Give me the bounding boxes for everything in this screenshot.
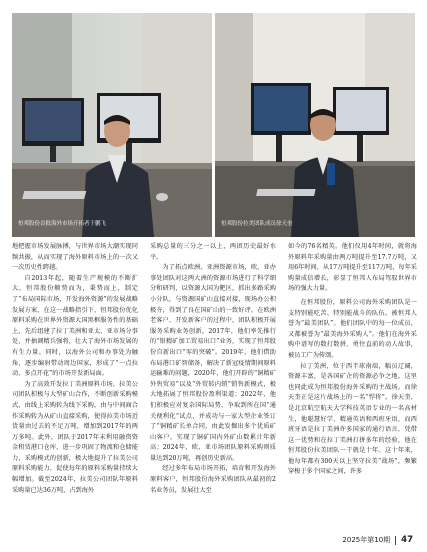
column-3-paragraph-3: 拉丁美洲，位于西半球南端，幅员辽阔，资源丰富，是各国矿企的资源必争之地，这里也同此成为恒邦股份海外采购的主战场。而徐天奎正是这片战场上的一名“悍将”。徐天奎，是北京航空航天大学科技英语专业的一名高材生，他聪慧好学、精通英语和西班牙语，而西班牙语是拉丁美洲许多国家的通行语言，凭借这一优势和在拉丁美洲打拼多年的经验，他在恒邦股份拉美团队一干就是十年。这十年来，他每年都有300天以上坚守拉美“战场”，频繁穿梭于多个国家之间，许多 <box>288 362 417 476</box>
column-3-paragraph-1: 如今的76名精英。他们仅用4年时间，就将海外原料年采购量由两万吨提升至17.7万吨，又用6年时间，从17万吨提升至117万吨，每年采购量成倍增长，彰显了恒邦人布局驾驭世界市场的强大力量。 <box>288 243 417 293</box>
column-2-paragraph-2: 为了拓点欧洲、亚洲资源市场，欧、亚办事处团队对这两大洲的资源市场进行了科学细分和研判，以资源大国为靶区，抓出多路采购小分队，与资源国矿山直接对接，现场办公积极夯，得到了良在国矿山的一致好评。在欧洲老客户、开发新客户的过程中，团队积极开展服务采购业务创新，2017年，他们率先推行的“银精矿加工贸易出口”业务，实现了恒邦股份自新出口“零的突破”。2019年，他们借助布局港口矿智储备，解决了新冠疫情期间原料运输难的问题，2020年，他们开辟的“铜精矿外售贸易”以及“外贸转内销”销售新模式，极大地拓展了恒邦股份盈利渠道；2022年，他们积极应对复杂国际局势，争取到所在国“通关便利化”试点，并成功与一家大型企业签订了“铜精矿长单合同，由此发掘出多个优质矿山客户，实现了铜矿国内外矿山数累计年新高；2024年，欧、亚市场团队原料采购则质量达到20万吨，再创历史新高。 <box>150 264 276 462</box>
photo-right-caption: 恒邦股份拉美团队成员徐天奎 <box>221 221 293 227</box>
page-footer <box>342 534 413 546</box>
office-photo-left <box>12 13 212 237</box>
column-1-paragraph-2: 自2013年起，随着生产规模的不断扩大，恒邦股份顺势而为，秉势而上，制定了“布局国际市场、开发海外资源”的发展战略发展方案，在这一战略指引下，恒邦股份优化原料采购在世界外资源大国黑框服务性的基础上，先后组建了拉丁美洲和亚太、亚市场分事处，并抽调精兵强将，壮大了海外市场发展的有生力量。同时，以海外公司和办事处为触角，逐步编射带动周边国家，形成了“一点拉动、多点开花”的市场开发新局面。 <box>12 274 138 378</box>
footer-divider <box>395 536 396 545</box>
issue-label: 2025年第10期 <box>342 536 391 544</box>
column-2-paragraph-1: 采购总量的三分之一以上，两团历史最好水平。 <box>150 243 276 261</box>
photo-left-caption: 恒邦股份首批海外市场开拓者于鹏飞 <box>18 221 107 227</box>
photo-right <box>215 13 415 237</box>
photo-strip <box>12 13 415 237</box>
column-2-paragraph-3: 经过多年布局市场开拓，培育和开发海外原料客户，恒邦股份海外采购团队从最初的2名业务员，发展壮大至 <box>150 465 276 494</box>
column-2 <box>150 242 276 532</box>
page-number: 47 <box>401 535 413 545</box>
photo-left <box>12 13 212 237</box>
office-photo-right <box>215 13 415 237</box>
column-1-paragraph-1: 地把握市场发展脉搏，与世界市场大潮实现同频共振，从而实现了海外原料市场上的一次又一次历史性跨越。 <box>12 243 138 272</box>
column-3 <box>288 242 417 532</box>
article-columns <box>12 242 417 532</box>
column-1 <box>12 242 138 532</box>
column-3-paragraph-2: 在恒邦股份，原料公司海外采购团队是一支特别能吃苦、特别能战斗的队伍。被恒邦人誉为“最美团队”。他们团队中的每一位成员，又都被誉为“最美海外采购人”。他们在海外采购中谱写的数打数拼、勇往直前的动人故事，被员工广为传颂。 <box>288 298 417 359</box>
column-1-paragraph-3: 为了高效开发拉丁美洲原料市场，拉美公司团队积极与大型矿山合作，不断创新采购模式，由线上采购转为线下采购，由与中间商合作采购转为从矿山直接采购，使得拉美市场近货量由过去的不足万吨，增加到2017年的两万多吨。此外，团队于2017年末利用融资资金租赁港口仓库，进一步巩固了物流和仓储能力，采购模式的创新，极大地提升了拉美公司原料采购能力，促使每年的原料采购量持续大幅增加。截至2024年，拉美公司团队年原料采购量已达36万吨，占到海外 <box>12 380 138 494</box>
